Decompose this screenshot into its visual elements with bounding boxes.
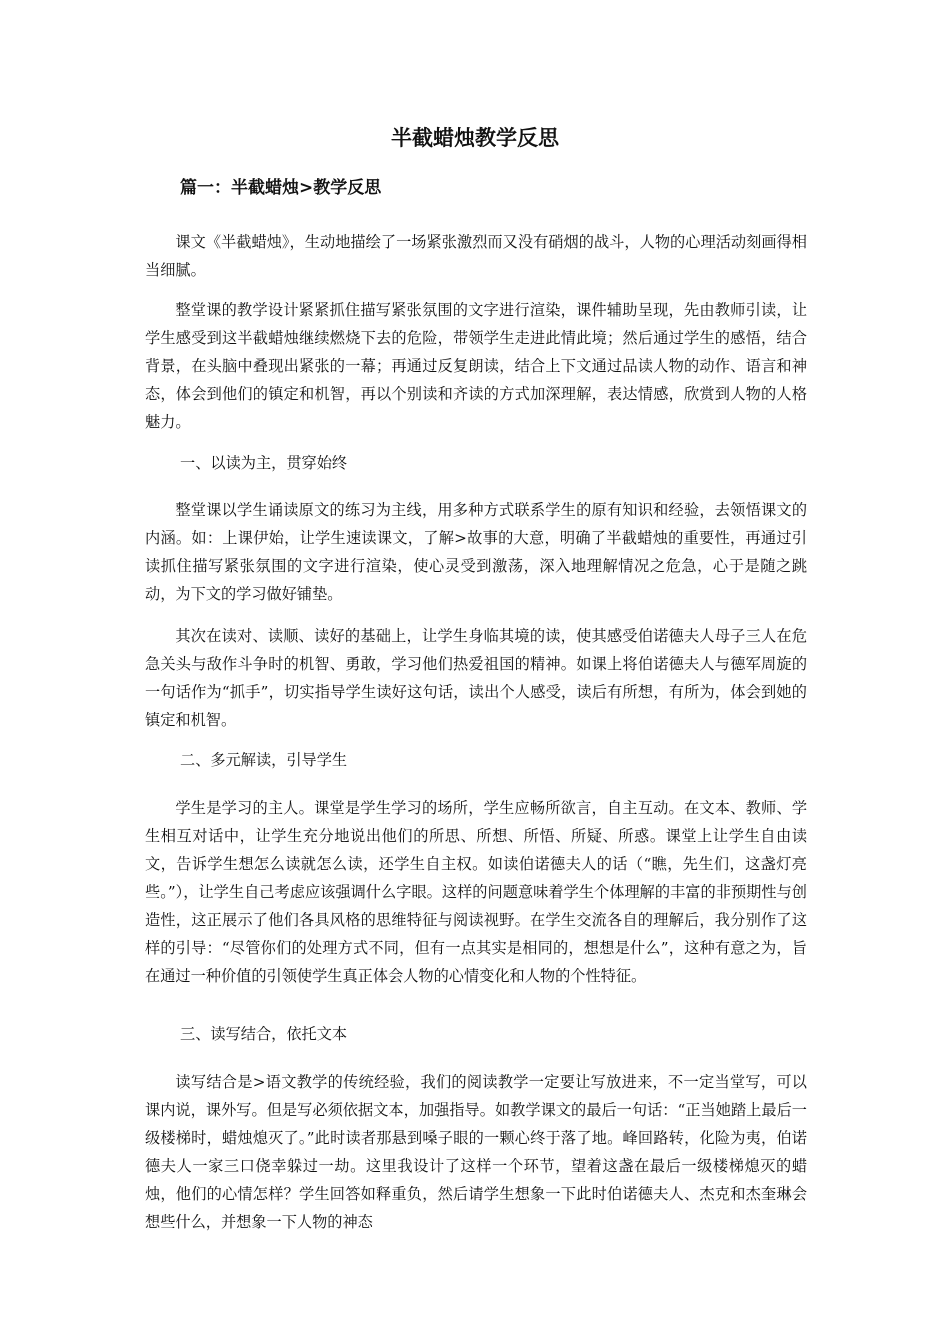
section-subtitle: 篇一：半截蜡烛>教学反思 bbox=[180, 178, 382, 198]
paragraph-reading-main: 整堂课以学生诵读原文的练习为主线，用多种方式联系学生的原有知识和经验，去领悟课文的内涵。如：上课伊始，让学生速读课文，了解>故事的大意，明确了半截蜡烛的重要性，再通过引读抓住描写紧张氛围的文字进行渲染，使心灵受到激荡，深入地理解情况之危急，心于是随之跳动，为下文的学习做好铺垫。 bbox=[145, 501, 807, 603]
heading-3: 三、读写结合，依托文本 bbox=[180, 1025, 348, 1043]
heading-2: 二、多元解读，引导学生 bbox=[180, 751, 348, 769]
paragraph-reading-second: 其次在读对、读顺、读好的基础上，让学生身临其境的读，使其感受伯诺德夫人母子三人在危急关头与敌作斗争时的机智、勇敢，学习他们热爱祖国的精神。如课上将伯诺德夫人与德军周旋的一句话作为“抓手”，切实指导学生读好这句话，读出个人感受，读后有所想，有所为，体会到她的镇定和机智。 bbox=[145, 627, 807, 729]
paragraph-read-write: 读写结合是>语文教学的传统经验，我们的阅读教学一定要让写放进来，不一定当堂写，可以课内说，课外写。但是写必须依据文本，加强指导。如教学课文的最后一句话：“正当她踏上最后一级楼梯时，蜡烛熄灭了。”此时读者那悬到嗓子眼的一颗心终于落了地。峰回路转，化险为夷，伯诺德夫人一家三口侥幸躲过一劫。这里我设计了这样一个环节，望着这盏在最后一级楼梯熄灭的蜡烛，他们的心情怎样？学生回答如释重负，然后请学生想象一下此时伯诺德夫人、杰克和杰奎琳会想些什么，并想象一下人物的神态 bbox=[145, 1073, 807, 1231]
paragraph-design: 整堂课的教学设计紧紧抓住描写紧张氛围的文字进行渲染，课件辅助呈现，先由教师引读，让学生感受到这半截蜡烛继续燃烧下去的危险，带领学生走进此情此境；然后通过学生的感悟，结合背景，在头脑中叠现出紧张的一幕；再通过反复朗读，结合上下文通过品读人物的动作、语言和神态，体会到他们的镇定和机智，再以个别读和齐读的方式加深理解，表达情感，欣赏到人物的人格魅力。 bbox=[145, 301, 807, 431]
paragraph-intro: 课文《半截蜡烛》，生动地描绘了一场紧张激烈而又没有硝烟的战斗，人物的心理活动刻画得相当细腻。 bbox=[145, 233, 807, 279]
heading-1: 一、以读为主，贯穿始终 bbox=[180, 454, 348, 472]
paragraph-multi-reading: 学生是学习的主人。课堂是学生学习的场所，学生应畅所欲言，自主互动。在文本、教师、学生相互对话中，让学生充分地说出他们的所思、所想、所悟、所疑、所惑。课堂上让学生自由读文，告诉学生想怎么读就怎么读，还学生自主权。如读伯诺德夫人的话（“瞧，先生们，这盏灯亮些。”），让学生自己考虑应该强调什么字眼。这样的问题意味着学生个体理解的丰富的非预期性与创造性，这正展示了他们各具风格的思维特征与阅读视野。在学生交流各自的理解后，我分别作了这样的引导：“尽管你们的处理方式不同，但有一点其实是相同的，想想是什么”，这种有意之为，旨在通过一种价值的引领使学生真正体会人物的心情变化和人物的个性特征。 bbox=[145, 799, 807, 985]
document-title: 半截蜡烛教学反思 bbox=[391, 126, 559, 150]
